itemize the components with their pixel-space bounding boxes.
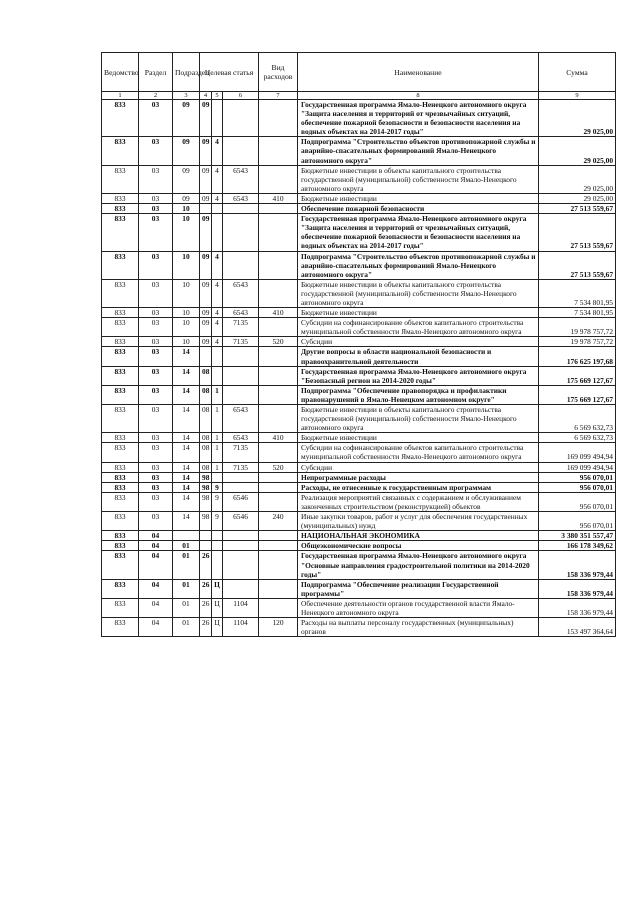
cell-podrazdel: 14 bbox=[173, 472, 200, 482]
cell-article bbox=[223, 385, 259, 404]
cell-vedomstvo: 833 bbox=[102, 214, 139, 251]
cell-vid-raskhodov: 410 bbox=[259, 193, 298, 203]
cell-summa: 6 569 632,73 bbox=[539, 405, 616, 433]
cell-summa: 19 978 757,72 bbox=[539, 337, 616, 347]
cell-vedomstvo: 833 bbox=[102, 531, 139, 541]
cell-vedomstvo: 833 bbox=[102, 318, 139, 337]
cell-program: 09 bbox=[200, 308, 212, 318]
table-row bbox=[102, 385, 616, 404]
cell-subprogram: 4 bbox=[212, 193, 223, 203]
cell-vid-raskhodov: 520 bbox=[259, 462, 298, 472]
cell-program: 09 bbox=[200, 214, 212, 251]
cell-article: 6543 bbox=[223, 165, 259, 193]
cell-program: 98 bbox=[200, 472, 212, 482]
cell-naimenovanie: Общеэкономические вопросы bbox=[298, 541, 539, 551]
cell-razdel: 03 bbox=[139, 318, 173, 337]
cell-vid-raskhodov bbox=[259, 551, 298, 579]
cell-vid-raskhodov: 240 bbox=[259, 512, 298, 531]
cell-article: 7135 bbox=[223, 337, 259, 347]
table-row bbox=[102, 598, 616, 617]
cell-article bbox=[223, 100, 259, 137]
cell-razdel: 03 bbox=[139, 482, 173, 492]
cell-vid-raskhodov bbox=[259, 347, 298, 366]
table-row bbox=[102, 204, 616, 214]
header-celevaya-statya: Целевая статья bbox=[200, 53, 259, 92]
cell-razdel: 03 bbox=[139, 472, 173, 482]
cell-razdel: 03 bbox=[139, 462, 173, 472]
cell-naimenovanie: Расходы на выплаты персоналу государственных (муниципальных) органов bbox=[298, 618, 539, 637]
cell-podrazdel: 10 bbox=[173, 318, 200, 337]
table-row bbox=[102, 579, 616, 598]
cell-razdel: 03 bbox=[139, 137, 173, 165]
cell-program: 26 bbox=[200, 618, 212, 637]
table-row bbox=[102, 214, 616, 251]
cell-naimenovanie: Подпрограмма "Строительство объектов противопожарной службы и аварийно-спасательных формирований Ямало-Ненецкого автономного округа" bbox=[298, 251, 539, 279]
cell-podrazdel: 01 bbox=[173, 579, 200, 598]
cell-article: 7135 bbox=[223, 318, 259, 337]
cell-summa: 956 070,01 bbox=[539, 482, 616, 492]
table-row bbox=[102, 541, 616, 551]
cell-podrazdel: 01 bbox=[173, 598, 200, 617]
table-row bbox=[102, 443, 616, 462]
cell-razdel: 03 bbox=[139, 204, 173, 214]
cell-naimenovanie: Государственная программа Ямало-Ненецкого автономного округа "Защита населения и территорий от чрезвычайных ситуаций, обеспечение пожарной безопасности и безопасности населения на водных объектах на 2014-2017 годы" bbox=[298, 214, 539, 251]
cell-subprogram bbox=[212, 551, 223, 579]
cell-subprogram bbox=[212, 214, 223, 251]
cell-podrazdel: 14 bbox=[173, 347, 200, 366]
cell-program bbox=[200, 347, 212, 366]
cell-subprogram bbox=[212, 366, 223, 385]
cell-vid-raskhodov bbox=[259, 100, 298, 137]
cell-program: 08 bbox=[200, 433, 212, 443]
cell-subprogram: 1 bbox=[212, 443, 223, 462]
cell-naimenovanie: Подпрограмма "Строительство объектов противопожарной службы и аварийно-спасательных формирований Ямало-Ненецкого автономного округа" bbox=[298, 137, 539, 165]
cell-naimenovanie: Расходы, не отнесенные к государственным программам bbox=[298, 482, 539, 492]
cell-podrazdel: 10 bbox=[173, 279, 200, 307]
table-row bbox=[102, 337, 616, 347]
cell-summa: 175 669 127,67 bbox=[539, 366, 616, 385]
cell-razdel: 04 bbox=[139, 579, 173, 598]
cell-summa: 29 025,00 bbox=[539, 165, 616, 193]
table-row bbox=[102, 531, 616, 541]
cell-summa: 169 099 494,94 bbox=[539, 443, 616, 462]
cell-naimenovanie: Субсидии на софинансирование объектов капитального строительства муниципальной собственности Ямало-Ненецкого автономного округа bbox=[298, 443, 539, 462]
cell-summa: 956 070,01 bbox=[539, 512, 616, 531]
cell-summa: 27 513 559,67 bbox=[539, 204, 616, 214]
table-row bbox=[102, 193, 616, 203]
cell-vedomstvo: 833 bbox=[102, 279, 139, 307]
cell-program: 09 bbox=[200, 251, 212, 279]
cell-summa: 153 497 364,64 bbox=[539, 618, 616, 637]
cell-podrazdel: 14 bbox=[173, 443, 200, 462]
cell-summa: 3 380 351 557,47 bbox=[539, 531, 616, 541]
cell-podrazdel: 10 bbox=[173, 308, 200, 318]
cell-program: 98 bbox=[200, 492, 212, 511]
cell-razdel: 03 bbox=[139, 512, 173, 531]
cell-summa: 19 978 757,72 bbox=[539, 318, 616, 337]
header-summa: Сумма bbox=[539, 53, 616, 92]
cell-razdel: 03 bbox=[139, 165, 173, 193]
cell-vedomstvo: 833 bbox=[102, 347, 139, 366]
cell-subprogram: 4 bbox=[212, 137, 223, 165]
cell-program: 08 bbox=[200, 443, 212, 462]
cell-subprogram bbox=[212, 204, 223, 214]
cell-vid-raskhodov: 120 bbox=[259, 618, 298, 637]
header-podrazdel: Подраздел bbox=[173, 53, 200, 92]
cell-subprogram: Ц bbox=[212, 618, 223, 637]
cell-summa: 29 025,00 bbox=[539, 193, 616, 203]
table-row bbox=[102, 165, 616, 193]
cell-vedomstvo: 833 bbox=[102, 551, 139, 579]
cell-vedomstvo: 833 bbox=[102, 366, 139, 385]
cell-vedomstvo: 833 bbox=[102, 472, 139, 482]
cell-program: 26 bbox=[200, 579, 212, 598]
cell-article bbox=[223, 251, 259, 279]
cell-vid-raskhodov bbox=[259, 598, 298, 617]
cell-subprogram: 9 bbox=[212, 512, 223, 531]
cell-razdel: 04 bbox=[139, 531, 173, 541]
cell-vid-raskhodov bbox=[259, 405, 298, 433]
cell-article: 7135 bbox=[223, 443, 259, 462]
cell-podrazdel: 14 bbox=[173, 385, 200, 404]
cell-subprogram: 1 bbox=[212, 385, 223, 404]
cell-podrazdel: 09 bbox=[173, 193, 200, 203]
cell-article bbox=[223, 137, 259, 165]
cell-vid-raskhodov bbox=[259, 318, 298, 337]
cell-summa: 7 534 801,95 bbox=[539, 308, 616, 318]
cell-naimenovanie: Непрограммные расходы bbox=[298, 472, 539, 482]
cell-podrazdel: 01 bbox=[173, 618, 200, 637]
cell-vid-raskhodov bbox=[259, 482, 298, 492]
cell-podrazdel bbox=[173, 531, 200, 541]
cell-subprogram bbox=[212, 472, 223, 482]
cell-naimenovanie: Субсидии bbox=[298, 462, 539, 472]
cell-subprogram: 1 bbox=[212, 405, 223, 433]
cell-program: 09 bbox=[200, 318, 212, 337]
cell-program: 98 bbox=[200, 512, 212, 531]
cell-podrazdel: 10 bbox=[173, 337, 200, 347]
cell-subprogram bbox=[212, 531, 223, 541]
cell-vedomstvo: 833 bbox=[102, 443, 139, 462]
cell-vid-raskhodov: 520 bbox=[259, 337, 298, 347]
cell-naimenovanie: Бюджетные инвестиции bbox=[298, 433, 539, 443]
cell-subprogram: 1 bbox=[212, 462, 223, 472]
table-row bbox=[102, 100, 616, 137]
cell-summa: 27 513 559,67 bbox=[539, 251, 616, 279]
cell-subprogram: 4 bbox=[212, 308, 223, 318]
cell-razdel: 03 bbox=[139, 347, 173, 366]
cell-podrazdel: 14 bbox=[173, 433, 200, 443]
cell-article bbox=[223, 531, 259, 541]
cell-subprogram: 4 bbox=[212, 165, 223, 193]
cell-subprogram: Ц bbox=[212, 579, 223, 598]
cell-vid-raskhodov: 410 bbox=[259, 433, 298, 443]
header-razdel: Раздел bbox=[139, 53, 173, 92]
cell-naimenovanie: Субсидии на софинансирование объектов капитального строительства муниципальной собственности Ямало-Ненецкого автономного округа bbox=[298, 318, 539, 337]
cell-program: 08 bbox=[200, 385, 212, 404]
table-row bbox=[102, 366, 616, 385]
header-vid-raskhodov: Вид расходов bbox=[259, 53, 298, 92]
cell-article: 1104 bbox=[223, 618, 259, 637]
cell-subprogram: 4 bbox=[212, 337, 223, 347]
table-row bbox=[102, 137, 616, 165]
cell-vid-raskhodov bbox=[259, 279, 298, 307]
cell-vid-raskhodov bbox=[259, 472, 298, 482]
cell-vedomstvo: 833 bbox=[102, 579, 139, 598]
cell-razdel: 03 bbox=[139, 279, 173, 307]
cell-podrazdel: 14 bbox=[173, 512, 200, 531]
cell-summa: 166 178 349,62 bbox=[539, 541, 616, 551]
cell-vid-raskhodov bbox=[259, 251, 298, 279]
cell-summa: 956 070,01 bbox=[539, 492, 616, 511]
cell-article bbox=[223, 204, 259, 214]
cell-podrazdel: 14 bbox=[173, 462, 200, 472]
cell-naimenovanie: Государственная программа Ямало-Ненецкого автономного округа "Защита населения и территорий от чрезвычайных ситуаций, обеспечение пожарной безопасности и безопасности населения на водных объектах на 2014-2017 годы" bbox=[298, 100, 539, 137]
cell-podrazdel: 14 bbox=[173, 405, 200, 433]
header-vedomstvo: Ведомство bbox=[102, 53, 139, 92]
col-number: 4 bbox=[200, 92, 212, 100]
cell-vid-raskhodov bbox=[259, 137, 298, 165]
cell-program: 09 bbox=[200, 193, 212, 203]
table-row bbox=[102, 433, 616, 443]
cell-vedomstvo: 833 bbox=[102, 433, 139, 443]
cell-razdel: 03 bbox=[139, 443, 173, 462]
cell-article bbox=[223, 541, 259, 551]
cell-article: 6543 bbox=[223, 308, 259, 318]
cell-podrazdel: 01 bbox=[173, 551, 200, 579]
cell-subprogram: 1 bbox=[212, 433, 223, 443]
cell-program: 08 bbox=[200, 405, 212, 433]
cell-summa: 158 336 979,44 bbox=[539, 598, 616, 617]
cell-summa: 29 025,00 bbox=[539, 137, 616, 165]
cell-naimenovanie: Обеспечение деятельности органов государственной власти Ямало-Ненецкого автономного округа bbox=[298, 598, 539, 617]
cell-podrazdel: 10 bbox=[173, 251, 200, 279]
cell-article bbox=[223, 366, 259, 385]
cell-subprogram: 4 bbox=[212, 251, 223, 279]
cell-naimenovanie: Иные закупки товаров, работ и услуг для обеспечения государственных (муниципальных) нужд bbox=[298, 512, 539, 531]
cell-article bbox=[223, 579, 259, 598]
cell-podrazdel: 10 bbox=[173, 214, 200, 251]
cell-razdel: 04 bbox=[139, 598, 173, 617]
cell-program: 09 bbox=[200, 279, 212, 307]
cell-razdel: 03 bbox=[139, 100, 173, 137]
col-number: 3 bbox=[173, 92, 200, 100]
table-row bbox=[102, 308, 616, 318]
cell-podrazdel: 14 bbox=[173, 492, 200, 511]
cell-razdel: 04 bbox=[139, 541, 173, 551]
cell-vid-raskhodov bbox=[259, 579, 298, 598]
cell-podrazdel: 09 bbox=[173, 165, 200, 193]
cell-naimenovanie: Бюджетные инвестиции bbox=[298, 308, 539, 318]
cell-subprogram bbox=[212, 347, 223, 366]
cell-article: 1104 bbox=[223, 598, 259, 617]
cell-podrazdel: 10 bbox=[173, 204, 200, 214]
cell-naimenovanie: Субсидии bbox=[298, 337, 539, 347]
cell-podrazdel: 14 bbox=[173, 366, 200, 385]
cell-article bbox=[223, 214, 259, 251]
cell-program: 09 bbox=[200, 165, 212, 193]
cell-vedomstvo: 833 bbox=[102, 137, 139, 165]
cell-vid-raskhodov bbox=[259, 204, 298, 214]
cell-naimenovanie: Обеспечение пожарной безопасности bbox=[298, 204, 539, 214]
cell-summa: 7 534 801,95 bbox=[539, 279, 616, 307]
cell-vid-raskhodov bbox=[259, 443, 298, 462]
cell-vedomstvo: 833 bbox=[102, 482, 139, 492]
col-number: 9 bbox=[539, 92, 616, 100]
cell-naimenovanie: НАЦИОНАЛЬНАЯ ЭКОНОМИКА bbox=[298, 531, 539, 541]
cell-article: 6543 bbox=[223, 405, 259, 433]
cell-program bbox=[200, 204, 212, 214]
table-row bbox=[102, 482, 616, 492]
cell-razdel: 03 bbox=[139, 251, 173, 279]
cell-razdel: 04 bbox=[139, 618, 173, 637]
cell-naimenovanie: Подпрограмма "Обеспечение правопорядка и профилактики правонарушений в Ямало-Ненецком автономном округе" bbox=[298, 385, 539, 404]
cell-vedomstvo: 833 bbox=[102, 618, 139, 637]
cell-vedomstvo: 833 bbox=[102, 405, 139, 433]
cell-subprogram: 4 bbox=[212, 318, 223, 337]
table-row bbox=[102, 318, 616, 337]
cell-razdel: 03 bbox=[139, 337, 173, 347]
cell-vid-raskhodov bbox=[259, 492, 298, 511]
cell-vedomstvo: 833 bbox=[102, 385, 139, 404]
cell-vedomstvo: 833 bbox=[102, 512, 139, 531]
cell-summa: 158 336 979,44 bbox=[539, 579, 616, 598]
table-row bbox=[102, 462, 616, 472]
cell-razdel: 03 bbox=[139, 366, 173, 385]
cell-vedomstvo: 833 bbox=[102, 462, 139, 472]
table-row bbox=[102, 347, 616, 366]
cell-naimenovanie: Бюджетные инвестиции в объекты капитального строительства государственной (муниципальной) собственности Ямало-Ненецкого автономного округа bbox=[298, 405, 539, 433]
cell-vedomstvo: 833 bbox=[102, 204, 139, 214]
cell-vedomstvo: 833 bbox=[102, 308, 139, 318]
cell-summa: 175 669 127,67 bbox=[539, 385, 616, 404]
cell-article bbox=[223, 472, 259, 482]
cell-article: 6543 bbox=[223, 433, 259, 443]
cell-article: 6543 bbox=[223, 279, 259, 307]
table-row bbox=[102, 405, 616, 433]
cell-subprogram bbox=[212, 541, 223, 551]
cell-summa: 27 513 559,67 bbox=[539, 214, 616, 251]
cell-vid-raskhodov bbox=[259, 214, 298, 251]
table-row bbox=[102, 551, 616, 579]
cell-subprogram: 9 bbox=[212, 482, 223, 492]
cell-razdel: 03 bbox=[139, 385, 173, 404]
cell-program: 09 bbox=[200, 137, 212, 165]
cell-naimenovanie: Подпрограмма "Обеспечение реализации Государственной программы" bbox=[298, 579, 539, 598]
cell-program: 26 bbox=[200, 551, 212, 579]
cell-podrazdel: 14 bbox=[173, 482, 200, 492]
cell-article: 7135 bbox=[223, 462, 259, 472]
cell-vid-raskhodov bbox=[259, 366, 298, 385]
cell-vid-raskhodov bbox=[259, 385, 298, 404]
col-number: 8 bbox=[298, 92, 539, 100]
table-row bbox=[102, 512, 616, 531]
cell-article bbox=[223, 347, 259, 366]
col-number: 7 bbox=[259, 92, 298, 100]
cell-summa: 176 625 197,68 bbox=[539, 347, 616, 366]
col-number: 6 bbox=[223, 92, 259, 100]
cell-vid-raskhodov: 410 bbox=[259, 308, 298, 318]
cell-subprogram: 9 bbox=[212, 492, 223, 511]
cell-article bbox=[223, 551, 259, 579]
table-row bbox=[102, 279, 616, 307]
col-number: 2 bbox=[139, 92, 173, 100]
cell-vedomstvo: 833 bbox=[102, 100, 139, 137]
table-row bbox=[102, 251, 616, 279]
header-naimenovanie: Наименование bbox=[298, 53, 539, 92]
cell-vid-raskhodov bbox=[259, 165, 298, 193]
cell-vid-raskhodov bbox=[259, 541, 298, 551]
cell-naimenovanie: Бюджетные инвестиции bbox=[298, 193, 539, 203]
cell-naimenovanie: Бюджетные инвестиции в объекты капитального строительства государственной (муниципальной) собственности Ямало-Ненецкого автономного округа bbox=[298, 165, 539, 193]
cell-vedomstvo: 833 bbox=[102, 598, 139, 617]
cell-program bbox=[200, 531, 212, 541]
cell-subprogram bbox=[212, 100, 223, 137]
cell-razdel: 03 bbox=[139, 405, 173, 433]
cell-program: 08 bbox=[200, 462, 212, 472]
cell-razdel: 03 bbox=[139, 193, 173, 203]
cell-vedomstvo: 833 bbox=[102, 193, 139, 203]
table-row bbox=[102, 492, 616, 511]
cell-podrazdel: 09 bbox=[173, 137, 200, 165]
cell-program: 26 bbox=[200, 598, 212, 617]
cell-podrazdel: 01 bbox=[173, 541, 200, 551]
cell-vedomstvo: 833 bbox=[102, 541, 139, 551]
cell-vid-raskhodov bbox=[259, 531, 298, 541]
col-number: 5 bbox=[212, 92, 223, 100]
budget-table bbox=[101, 52, 616, 637]
cell-naimenovanie: Другие вопросы в области национальной безопасности и правоохранительной деятельности bbox=[298, 347, 539, 366]
cell-article: 6543 bbox=[223, 193, 259, 203]
table-row bbox=[102, 472, 616, 482]
cell-article: 6546 bbox=[223, 512, 259, 531]
cell-vedomstvo: 833 bbox=[102, 337, 139, 347]
cell-naimenovanie: Государственная программа Ямало-Ненецкого автономного округа "Основные направления градостроительной политики на 2014-2020 годы" bbox=[298, 551, 539, 579]
cell-program: 09 bbox=[200, 100, 212, 137]
cell-subprogram: Ц bbox=[212, 598, 223, 617]
cell-razdel: 04 bbox=[139, 551, 173, 579]
budget-table-sheet bbox=[101, 52, 615, 637]
cell-vedomstvo: 833 bbox=[102, 251, 139, 279]
cell-subprogram: 4 bbox=[212, 279, 223, 307]
cell-summa: 956 070,01 bbox=[539, 472, 616, 482]
cell-naimenovanie: Государственная программа Ямало-Ненецкого автономного округа "Безопасный регион на 2014-2020 годы" bbox=[298, 366, 539, 385]
cell-summa: 158 336 979,44 bbox=[539, 551, 616, 579]
cell-razdel: 03 bbox=[139, 433, 173, 443]
cell-naimenovanie: Реализация мероприятий связанных с содержанием и обслуживанием законченных строительством (реконструкцией) объектов bbox=[298, 492, 539, 511]
cell-program bbox=[200, 541, 212, 551]
cell-naimenovanie: Бюджетные инвестиции в объекты капитального строительства государственной (муниципальной) собственности Ямало-Ненецкого автономного округа bbox=[298, 279, 539, 307]
cell-program: 08 bbox=[200, 366, 212, 385]
cell-razdel: 03 bbox=[139, 214, 173, 251]
cell-article bbox=[223, 482, 259, 492]
cell-vedomstvo: 833 bbox=[102, 492, 139, 511]
cell-razdel: 03 bbox=[139, 492, 173, 511]
cell-vedomstvo: 833 bbox=[102, 165, 139, 193]
cell-article: 6546 bbox=[223, 492, 259, 511]
cell-podrazdel: 09 bbox=[173, 100, 200, 137]
cell-razdel: 03 bbox=[139, 308, 173, 318]
cell-summa: 29 025,00 bbox=[539, 100, 616, 137]
table-row bbox=[102, 618, 616, 637]
cell-program: 98 bbox=[200, 482, 212, 492]
cell-program: 09 bbox=[200, 337, 212, 347]
cell-summa: 6 569 632,73 bbox=[539, 433, 616, 443]
table-body bbox=[102, 100, 616, 637]
cell-summa: 169 099 494,94 bbox=[539, 462, 616, 472]
col-number: 1 bbox=[102, 92, 139, 100]
